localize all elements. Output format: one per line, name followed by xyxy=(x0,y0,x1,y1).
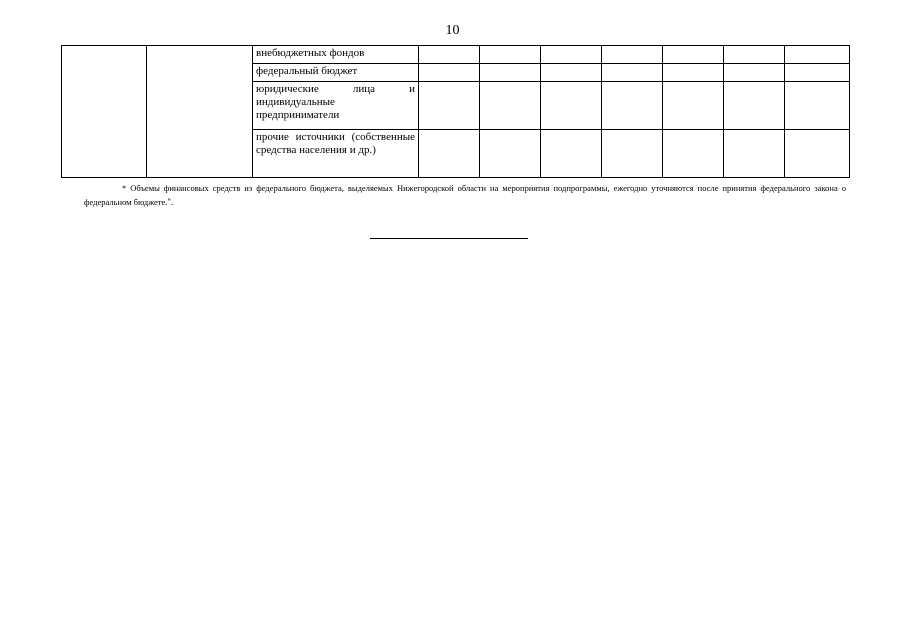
value-cell xyxy=(480,64,541,82)
value-cell xyxy=(785,64,850,82)
value-cell xyxy=(663,82,724,130)
source-cell: юридические лица и индивидуальные предприниматели xyxy=(253,82,419,130)
value-cell xyxy=(724,130,785,178)
value-cell xyxy=(602,130,663,178)
source-cell: внебюджетных фондов xyxy=(253,46,419,64)
value-cell xyxy=(541,64,602,82)
footnote xyxy=(84,181,846,209)
financing-table xyxy=(61,45,850,178)
value-cell xyxy=(480,130,541,178)
value-cell xyxy=(724,82,785,130)
value-cell xyxy=(663,46,724,64)
value-cell xyxy=(602,82,663,130)
value-cell xyxy=(419,46,480,64)
value-cell xyxy=(541,130,602,178)
page-number: 10 xyxy=(445,23,460,38)
value-cell xyxy=(724,64,785,82)
value-cell xyxy=(541,82,602,130)
table-cell-merged-2 xyxy=(147,46,253,178)
value-cell xyxy=(480,46,541,64)
table-cell-merged-1 xyxy=(62,46,147,178)
value-cell xyxy=(602,46,663,64)
value-cell xyxy=(480,82,541,130)
value-cell xyxy=(785,46,850,64)
footnote-closing-quote: ". xyxy=(167,197,174,207)
value-cell xyxy=(785,82,850,130)
value-cell xyxy=(602,64,663,82)
value-cell xyxy=(663,130,724,178)
source-cell: федеральный бюджет xyxy=(253,64,419,82)
source-cell: прочие источники (собственные средства населения и др.) xyxy=(253,130,419,178)
value-cell xyxy=(419,130,480,178)
value-cell xyxy=(419,64,480,82)
closing-rule xyxy=(370,238,528,239)
value-cell xyxy=(785,130,850,178)
value-cell xyxy=(724,46,785,64)
footnote-text: * Объемы финансовых средств из федерального бюджета, выделяемых Нижегородской области на мероприятия подпрограммы, ежегодно уточняются после принятия федерального закона о федеральном бюджете. xyxy=(84,183,846,207)
table-row xyxy=(62,46,850,64)
value-cell xyxy=(541,46,602,64)
value-cell xyxy=(663,64,724,82)
value-cell xyxy=(419,82,480,130)
